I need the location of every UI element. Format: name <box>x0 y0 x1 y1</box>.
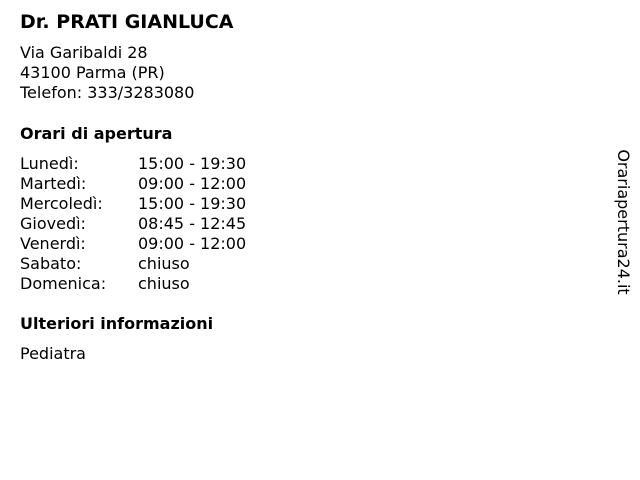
hours-row-thursday <box>20 214 246 234</box>
street-address: Via Garibaldi 28 <box>20 43 148 62</box>
hours-time: chiuso <box>138 274 190 293</box>
hours-day: Sabato: <box>20 254 82 273</box>
opening-hours-table <box>20 154 246 294</box>
address-block <box>20 43 194 103</box>
hours-day: Lunedì: <box>20 154 79 173</box>
hours-row-saturday <box>20 254 246 274</box>
hours-day: Martedì: <box>20 174 87 193</box>
hours-row-monday <box>20 154 246 174</box>
hours-row-tuesday <box>20 174 246 194</box>
hours-time: 09:00 - 12:00 <box>138 174 247 193</box>
hours-row-wednesday <box>20 194 246 214</box>
hours-day: Domenica: <box>20 274 107 293</box>
hours-time: 09:00 - 12:00 <box>138 234 247 253</box>
specialty-text: Pediatra <box>20 344 86 363</box>
hours-day: Giovedì: <box>20 214 86 233</box>
site-watermark: Orariapertura24.it <box>614 149 633 295</box>
city-address: 43100 Parma (PR) <box>20 63 165 82</box>
hours-day: Mercoledì: <box>20 194 103 213</box>
hours-row-sunday <box>20 274 246 294</box>
hours-time: chiuso <box>138 254 190 273</box>
hours-time: 08:45 - 12:45 <box>138 214 247 233</box>
page-title: Dr. PRATI GIANLUCA <box>20 11 234 33</box>
hours-row-friday <box>20 234 246 254</box>
additional-info-heading: Ulteriori informazioni <box>20 314 214 333</box>
opening-hours-heading: Orari di apertura <box>20 124 173 143</box>
phone-number: Telefon: 333/3283080 <box>20 83 195 102</box>
hours-time: 15:00 - 19:30 <box>138 154 247 173</box>
hours-day: Venerdì: <box>20 234 86 253</box>
hours-time: 15:00 - 19:30 <box>138 194 247 213</box>
